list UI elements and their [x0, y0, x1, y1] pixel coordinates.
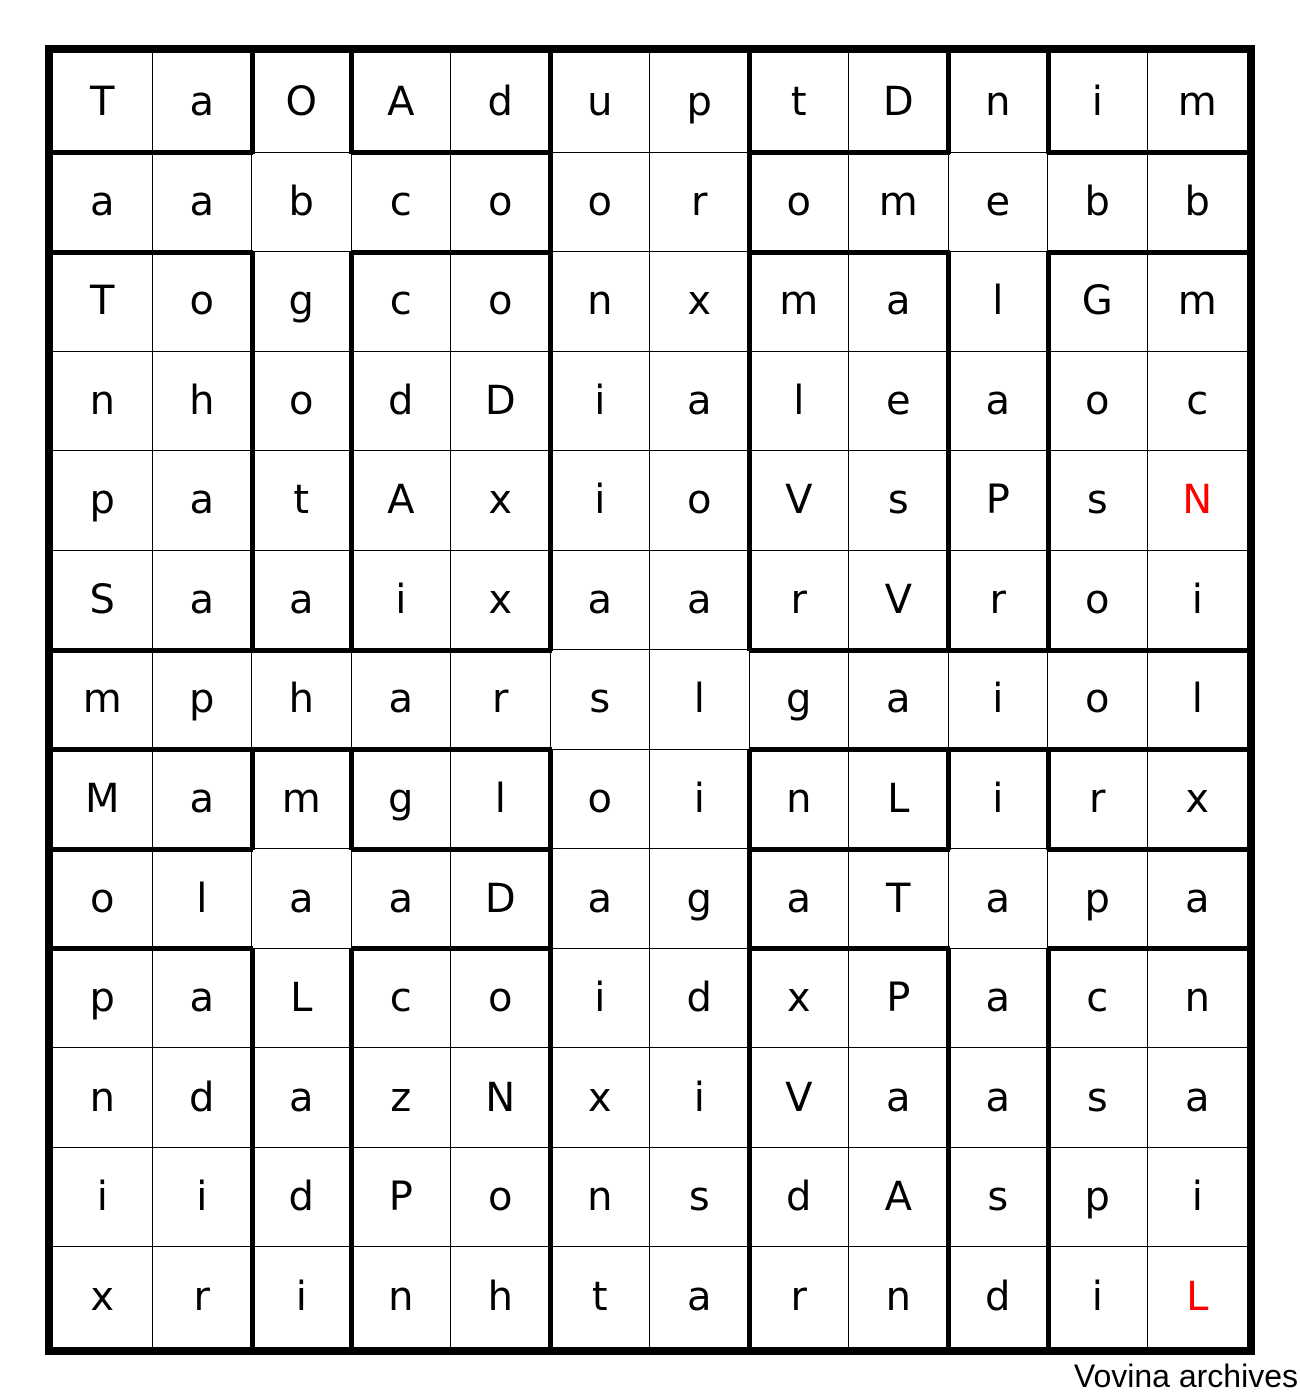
grid-cell[interactable]: n [53, 1048, 153, 1148]
grid-cell[interactable]: i [551, 451, 651, 551]
grid-cell[interactable]: i [949, 650, 1049, 750]
grid-cell[interactable]: o [1048, 352, 1148, 452]
grid-cell[interactable]: o [53, 849, 153, 949]
credit-text: Vovina archives [1073, 1358, 1298, 1394]
grid-cell[interactable]: t [750, 53, 850, 153]
grid-cell[interactable]: a [252, 849, 352, 949]
grid-cell[interactable]: r [750, 551, 850, 651]
grid-cell[interactable]: r [1048, 750, 1148, 850]
grid-cell[interactable]: p [53, 949, 153, 1049]
grid-cell[interactable]: n [551, 252, 651, 352]
grid-cell[interactable]: x [650, 252, 750, 352]
grid-cell[interactable]: p [53, 451, 153, 551]
grid-cell[interactable]: z [352, 1048, 452, 1148]
grid-cell[interactable]: m [750, 252, 850, 352]
grid-cell[interactable]: D [849, 53, 949, 153]
grid-cell[interactable]: m [53, 650, 153, 750]
grid-cell[interactable]: a [650, 1247, 750, 1347]
grid-cell[interactable]: i [352, 551, 452, 651]
grid-cell[interactable]: b [252, 153, 352, 253]
grid-cell[interactable]: g [750, 650, 850, 750]
grid-cell[interactable]: i [551, 352, 651, 452]
grid-cell[interactable]: L [252, 949, 352, 1049]
grid-cell[interactable]: i [1048, 53, 1148, 153]
grid-cell[interactable]: i [1048, 1247, 1148, 1347]
grid-cell[interactable]: a [153, 551, 253, 651]
grid-cell[interactable]: g [650, 849, 750, 949]
grid-cell[interactable]: n [849, 1247, 949, 1347]
grid-cell[interactable]: a [849, 252, 949, 352]
grid-cell[interactable]: a [153, 53, 253, 153]
grid-cell[interactable]: i [650, 750, 750, 850]
grid-cell[interactable]: o [451, 252, 551, 352]
grid-cell[interactable]: s [849, 451, 949, 551]
grid-cell[interactable]: c [1148, 352, 1248, 452]
grid-cell[interactable]: h [252, 650, 352, 750]
grid-cell[interactable]: n [53, 352, 153, 452]
grid-cell[interactable]: i [650, 1048, 750, 1148]
grid-cell[interactable]: p [1048, 1148, 1148, 1248]
grid-cell[interactable]: c [352, 949, 452, 1049]
grid-cell[interactable]: V [849, 551, 949, 651]
grid-cell[interactable]: n [1148, 949, 1248, 1049]
grid-cell[interactable]: x [1148, 750, 1248, 850]
grid-cell[interactable]: l [949, 252, 1049, 352]
grid-cell[interactable]: a [949, 849, 1049, 949]
grid-cell[interactable]: x [451, 451, 551, 551]
grid-cell[interactable]: a [352, 650, 452, 750]
grid-cell[interactable]: i [949, 750, 1049, 850]
grid-cell[interactable]: x [53, 1247, 153, 1347]
grid-cell[interactable]: a [650, 352, 750, 452]
grid-cell[interactable]: D [451, 849, 551, 949]
grid-cell[interactable]: m [1148, 53, 1248, 153]
grid-cell[interactable]: p [650, 53, 750, 153]
grid-cell[interactable]: P [352, 1148, 452, 1248]
grid-cell[interactable]: P [949, 451, 1049, 551]
letter-grid [53, 53, 1247, 1347]
grid-cell[interactable]: s [551, 650, 651, 750]
grid-cell[interactable]: o [153, 252, 253, 352]
grid-cell[interactable]: n [750, 750, 850, 850]
grid-cell[interactable]: a [949, 352, 1049, 452]
grid-cell[interactable]: M [53, 750, 153, 850]
grid-cell[interactable]: r [451, 650, 551, 750]
grid-cell[interactable]: e [949, 153, 1049, 253]
grid-cell[interactable]: i [1148, 1148, 1248, 1248]
grid-cell[interactable]: a [1148, 849, 1248, 949]
grid-cell[interactable]: a [153, 153, 253, 253]
grid-cell[interactable]: a [153, 750, 253, 850]
grid-cell[interactable]: b [1148, 153, 1248, 253]
grid-cell[interactable]: x [451, 551, 551, 651]
grid-cell[interactable]: S [53, 551, 153, 651]
grid-cell[interactable]: p [153, 650, 253, 750]
grid-cell[interactable]: n [352, 1247, 452, 1347]
grid-cell[interactable]: A [352, 451, 452, 551]
grid-cell[interactable]: s [949, 1148, 1049, 1248]
grid-cell[interactable]: a [352, 849, 452, 949]
grid-cell[interactable]: b [1048, 153, 1148, 253]
grid-cell[interactable]: a [949, 1048, 1049, 1148]
grid-cell[interactable]: o [750, 153, 850, 253]
grid-cell[interactable]: x [750, 949, 850, 1049]
grid-cell[interactable]: p [1048, 849, 1148, 949]
grid-cell[interactable]: a [153, 451, 253, 551]
grid-cell[interactable]: O [252, 53, 352, 153]
grid-cell[interactable]: l [650, 650, 750, 750]
grid-cell[interactable]: r [650, 153, 750, 253]
grid-cell[interactable]: d [352, 352, 452, 452]
grid-cell[interactable]: h [153, 352, 253, 452]
grid-cell[interactable]: d [153, 1048, 253, 1148]
grid-cell[interactable]: r [949, 551, 1049, 651]
grid-cell[interactable]: n [551, 1148, 651, 1248]
grid-cell[interactable]: l [153, 849, 253, 949]
grid-cell[interactable]: L [849, 750, 949, 850]
grid-cell[interactable]: s [1048, 1048, 1148, 1148]
grid-cell[interactable]: g [352, 750, 452, 850]
grid-cell[interactable]: N [451, 1048, 551, 1148]
grid-cell[interactable]: l [451, 750, 551, 850]
grid-cell[interactable]: i [252, 1247, 352, 1347]
grid-cell[interactable]: T [53, 252, 153, 352]
grid-cell[interactable]: l [1148, 650, 1248, 750]
grid-cell[interactable]: c [352, 153, 452, 253]
grid-cell[interactable]: a [1148, 1048, 1248, 1148]
grid-cell[interactable]: c [352, 252, 452, 352]
grid-cell[interactable]: a [252, 1048, 352, 1148]
grid-cell[interactable]: d [252, 1148, 352, 1248]
grid-cell[interactable]: h [451, 1247, 551, 1347]
grid-cell[interactable]: a [551, 551, 651, 651]
grid-cell[interactable]: i [551, 949, 651, 1049]
grid-cell[interactable]: A [352, 53, 452, 153]
grid-cell[interactable]: g [252, 252, 352, 352]
grid-cell[interactable]: t [551, 1247, 651, 1347]
grid-cell[interactable]: u [551, 53, 651, 153]
grid-cell[interactable]: a [153, 949, 253, 1049]
grid-cell[interactable]: t [252, 451, 352, 551]
grid-cell-highlighted[interactable]: N [1148, 451, 1248, 551]
grid-cell[interactable]: r [153, 1247, 253, 1347]
grid-cell[interactable]: i [153, 1148, 253, 1248]
grid-cell[interactable]: s [650, 1148, 750, 1248]
grid-cell[interactable]: o [1048, 551, 1148, 651]
grid-cell[interactable]: r [750, 1247, 850, 1347]
grid-cell[interactable]: m [252, 750, 352, 850]
grid-cell[interactable]: l [750, 352, 850, 452]
grid-cell[interactable]: o [1048, 650, 1148, 750]
grid-cell[interactable]: P [849, 949, 949, 1049]
grid-cell[interactable]: a [849, 1048, 949, 1148]
grid-cell[interactable]: i [1148, 551, 1248, 651]
grid-cell[interactable]: a [252, 551, 352, 651]
grid-cell[interactable]: V [750, 451, 850, 551]
grid-cell[interactable]: a [849, 650, 949, 750]
grid-cell[interactable]: a [551, 849, 651, 949]
grid-cell[interactable]: e [849, 352, 949, 452]
grid-cell[interactable]: o [451, 949, 551, 1049]
grid-cell[interactable]: D [451, 352, 551, 452]
grid-cell[interactable]: d [750, 1148, 850, 1248]
grid-cell[interactable]: n [949, 53, 1049, 153]
grid-cell[interactable]: o [650, 451, 750, 551]
grid-cell[interactable]: a [949, 949, 1049, 1049]
grid-cell[interactable]: d [949, 1247, 1049, 1347]
grid-cell[interactable]: a [650, 551, 750, 651]
grid-cell[interactable]: T [849, 849, 949, 949]
grid-cell[interactable]: o [252, 352, 352, 452]
grid-cell[interactable]: a [750, 849, 850, 949]
grid-cell-highlighted[interactable]: L [1186, 1274, 1209, 1321]
grid-cell[interactable]: c [1048, 949, 1148, 1049]
grid-cell[interactable]: T [53, 53, 153, 153]
grid-cell[interactable]: s [1048, 451, 1148, 551]
grid-cell[interactable]: x [551, 1048, 651, 1148]
grid-cell[interactable]: m [849, 153, 949, 253]
grid-cell[interactable]: o [551, 153, 651, 253]
grid-cell[interactable]: o [551, 750, 651, 850]
grid-cell[interactable]: o [451, 153, 551, 253]
grid-cell[interactable]: m [1148, 252, 1248, 352]
grid-cell[interactable]: o [451, 1148, 551, 1248]
grid-cell[interactable]: d [451, 53, 551, 153]
grid-cell[interactable]: d [650, 949, 750, 1049]
puzzle-board [45, 45, 1255, 1355]
grid-cell[interactable]: V [750, 1048, 850, 1148]
grid-cell[interactable]: G [1048, 252, 1148, 352]
grid-cell[interactable]: i [53, 1148, 153, 1248]
grid-cell[interactable]: A [849, 1148, 949, 1248]
grid-cell[interactable]: a [53, 153, 153, 253]
